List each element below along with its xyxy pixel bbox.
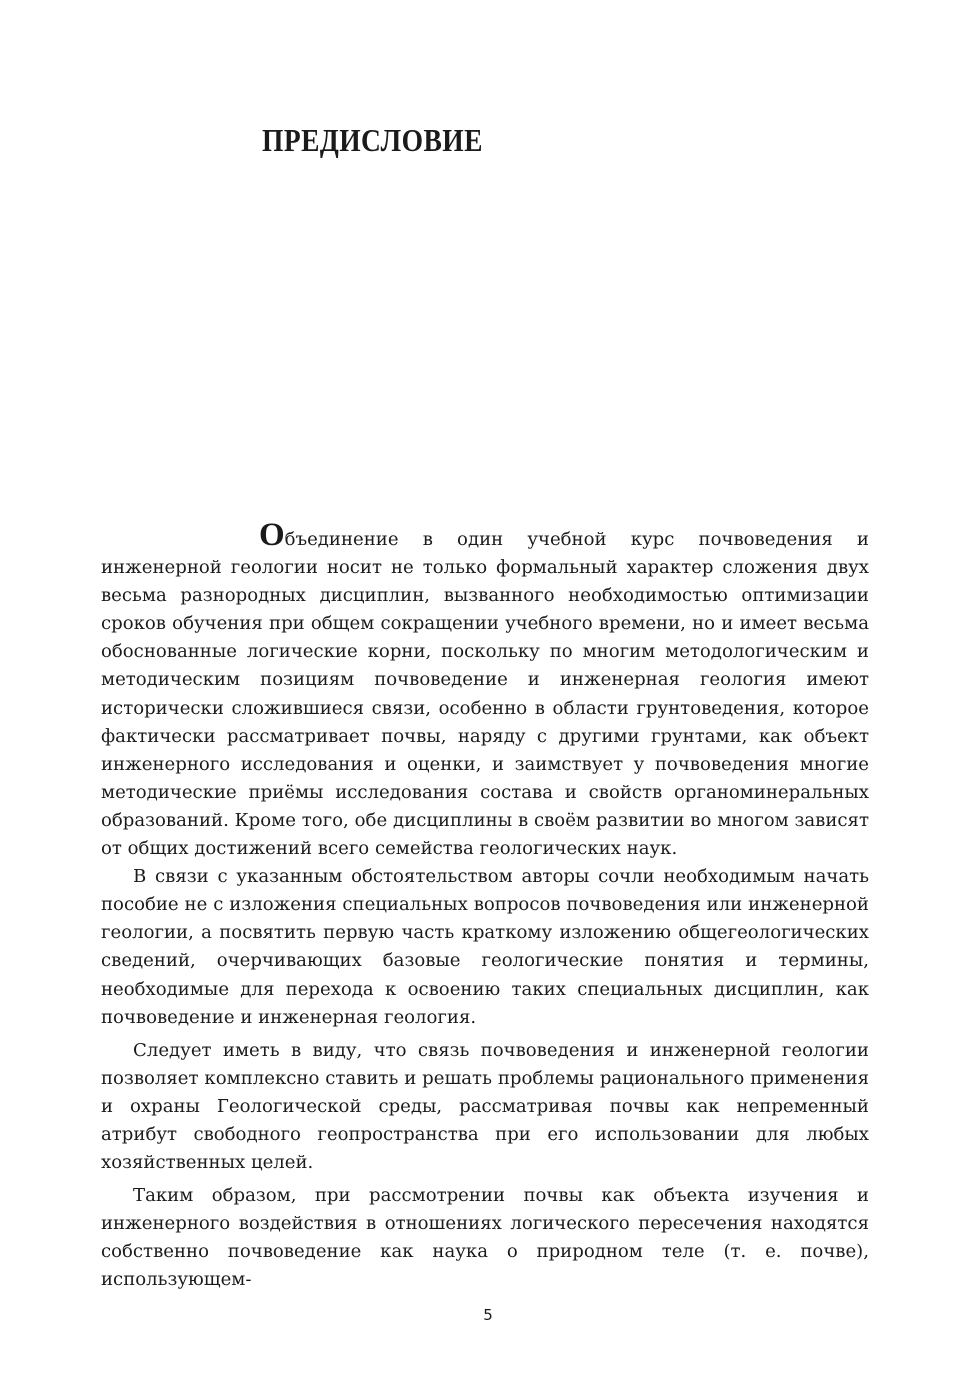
page-number: 5: [483, 1306, 493, 1324]
paragraph-2: В связи с указанным обстоятельством авторы сочли необходимым начать пособие не с изложения специальных вопросов почвоведения или инженерной геологии, а посвятить первую часть краткому изложению общегеологических сведений, очерчивающих базовые геологические понятия и термины, необходимые для перехода к освоению таких специальных дисциплин, как почвоведение и инженерная геология.: [101, 866, 869, 1028]
drop-cap: О: [259, 517, 285, 553]
body-text: [101, 517, 869, 1295]
paragraph-3: Следует иметь в виду, что связь почвоведения и инженерной геологии позволяет комплексно ставить и решать проблемы рационального применения и охраны Геологической среды, рассматривая почвы как непременный атрибут свободного геопространства при его использовании для любых хозяйственных целей.: [101, 1039, 869, 1174]
paragraph-1-text: бъединение в один учебной курс почвоведения и инженерной геологии носит не только формальный характер сложения двух весьма разнородных дисциплин, вызванного необходимостью оптимизации сроков обучения при общем сокращении учебного времени, но и имеет весьма обоснованные логические корни, поскольку по многим методологическим и методическим позициям почвоведение и инженерная геология имеют исторически сложившиеся связи, особенно в области грунтоведения, которое фактически рассматривает почвы, наряду с другими грунтами, как объект инженерного исследования и оценки, и заимствует у почвоведения многие методические приёмы исследования состава и свойств органоминеральных образований. Кроме того, обе дисциплины в своём развитии во многом зависят от общих достижений всего семейства геологических наук.: [101, 529, 869, 860]
page-title: ПРЕДИСЛОВИЕ: [262, 122, 483, 158]
paragraph-1: [101, 517, 869, 863]
paragraph-4: Таким образом, при рассмотрении почвы как объекта изучения и инженерного воздействия в отношениях логического пересечения находятся собственно почвоведение как наука о природном теле (т. е. почве), использующем-: [101, 1185, 869, 1291]
